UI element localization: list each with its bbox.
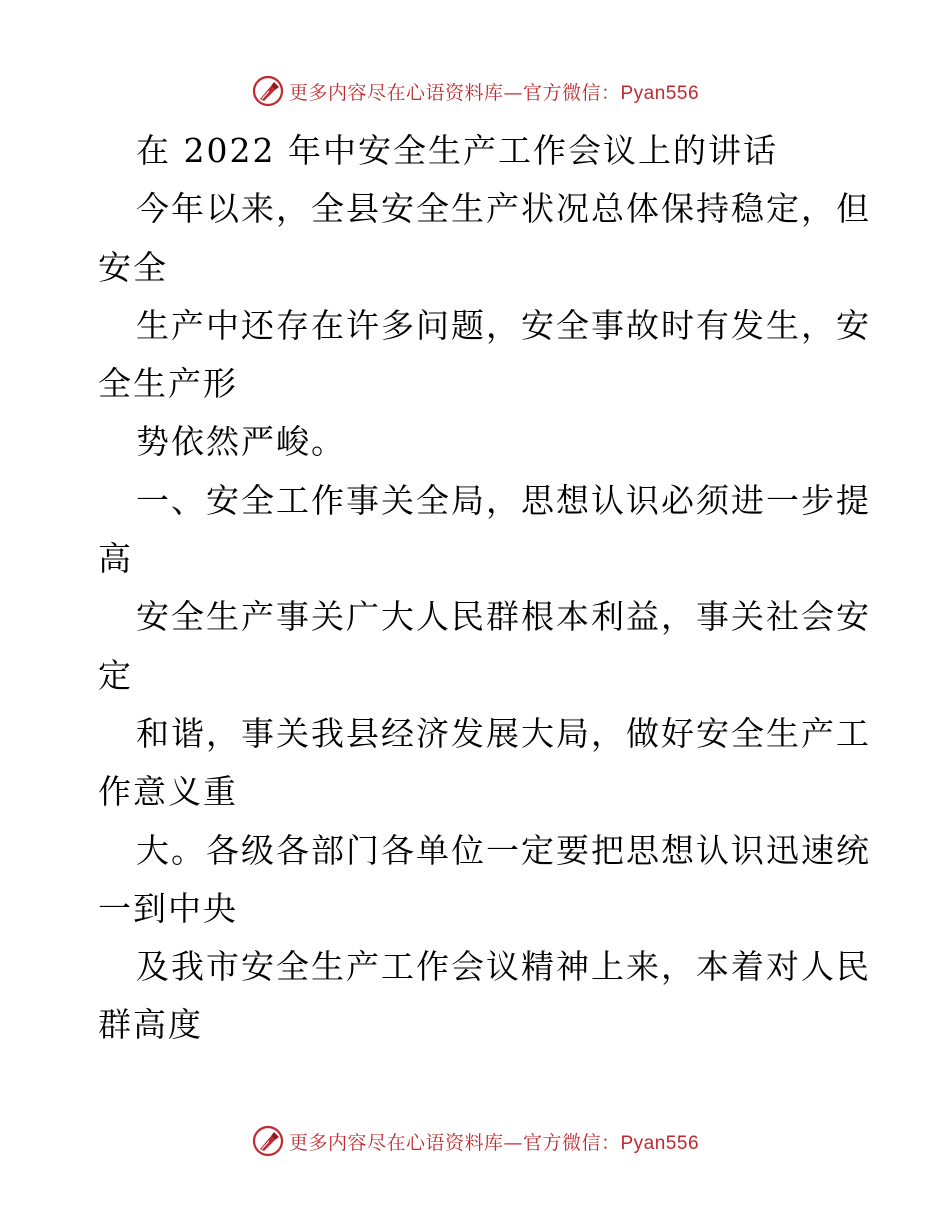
paragraph-line: 和谐，事关我县经济发展大局，做好安全生产工: [136, 713, 871, 753]
paragraph-line: 大。各级各部门各单位一定要把思想认识迅速统: [136, 830, 871, 870]
paragraph-line: 全生产形: [98, 364, 238, 404]
paragraph-line: 安全生产事关广大人民群根本利益，事关社会安: [136, 597, 871, 637]
paragraph-line: 高: [98, 539, 133, 579]
paragraph-line: 一到中央: [98, 888, 238, 928]
document-title: 在 2022 年中安全生产工作会议上的讲话: [136, 131, 778, 170]
watermark-text: 更多内容尽在心语资料库—官方微信：Pyan556: [288, 1131, 700, 1154]
paragraph-line: 安全: [98, 247, 168, 287]
paragraph-line: 生产中还存在许多问题，安全事故时有发生，安: [136, 305, 871, 345]
paragraph-line: 及我市安全生产工作会议精神上来，本着对人民: [136, 947, 871, 987]
paragraph-line: 势依然严峻。: [136, 422, 346, 462]
wechat-id: Pyan556: [620, 1132, 700, 1154]
footer-watermark: [0, 1121, 950, 1161]
fountain-pen-logo-icon: [251, 1124, 285, 1158]
document-body: [98, 122, 871, 1055]
paragraph-line: 一、安全工作事关全局，思想认识必须进一步提: [136, 480, 871, 520]
paragraph-line: 作意义重: [98, 772, 238, 812]
watermark-text: 更多内容尽在心语资料库—官方微信：Pyan556: [288, 81, 700, 104]
paragraph-line: 定: [98, 655, 133, 695]
paragraph-line: 今年以来，全县安全生产状况总体保持稳定，但: [136, 189, 871, 229]
wechat-id: Pyan556: [620, 82, 700, 104]
paragraph-line: 群高度: [98, 1005, 203, 1045]
fountain-pen-logo-icon: [251, 74, 285, 108]
header-watermark: [0, 71, 950, 111]
